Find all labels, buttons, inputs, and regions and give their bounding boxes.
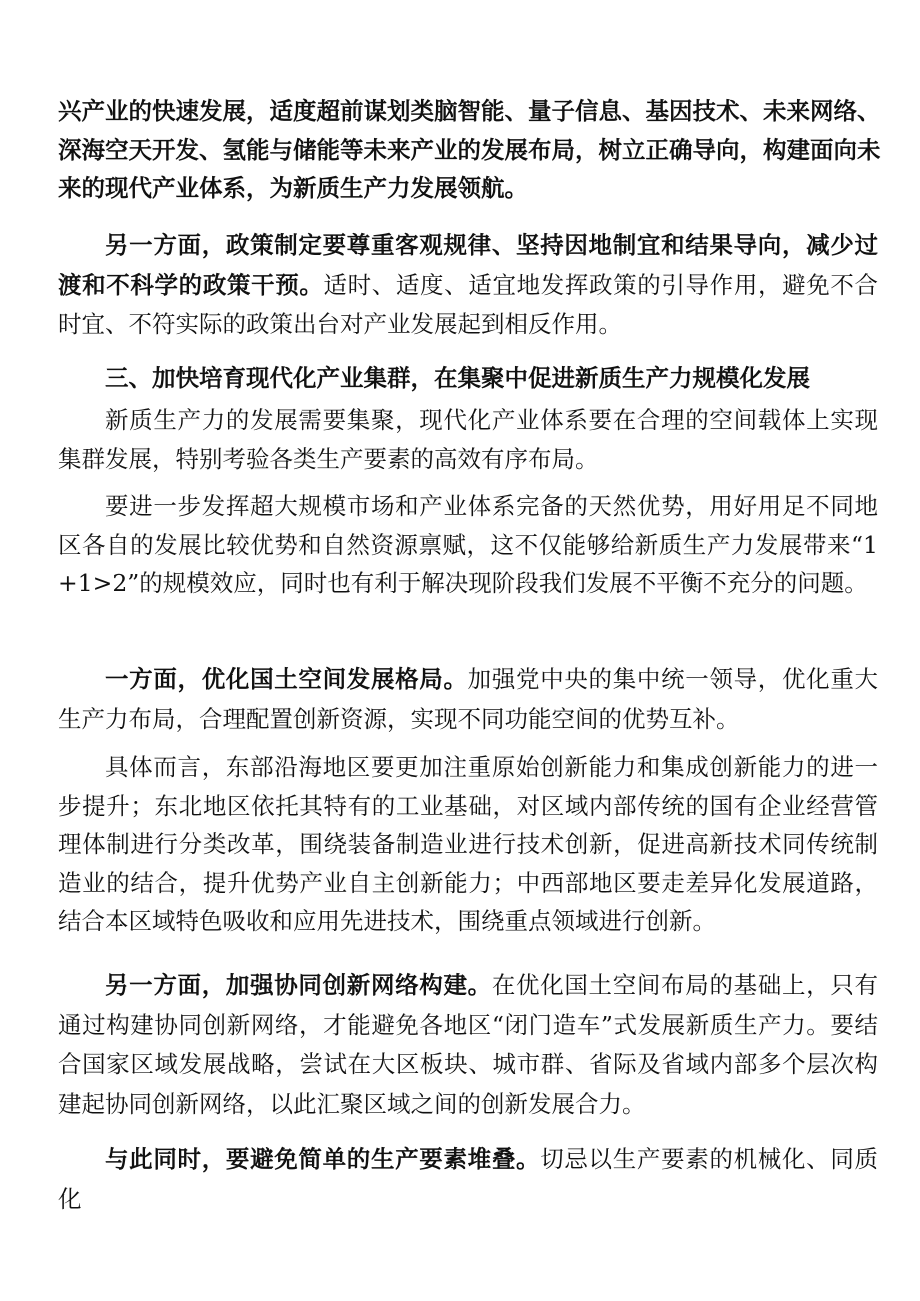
body-text: 切忌以生产要素的机械化、同质化 [58,1145,879,1213]
paragraph-scale-advantages: 要进一步发挥超大规模市场和产业体系完备的天然优势，用好用足不同地区各自的发展比较优势和自然资源禀赋，这不仅能够给新质生产力发展带来“1+1>2”的规模效应，同时也有利于解决现阶段我们发展不平衡不充分的问题。 [58,492,878,597]
body-text: 适时、适度、适宜地发挥政策的引导作用，避免不合时宜、不符实际的政策出台对产业发展起到相反作用。 [58,270,878,338]
text-line: 兴产业的快速发展，适度超前谋划类脑智能、量子信息、基因技术、未来网络、 [58,97,881,125]
section-heading-3: 三、加快培育现代化产业集群，在集聚中促进新质生产力规模化发展 [105,364,810,392]
paragraph-agglomeration: 新质生产力的发展需要集聚，现代化产业体系要在合理的空间载体上实现集群发展，特别考验各类生产要素的高效有序布局。 [58,406,878,473]
paragraph-emerging-industries [58,92,881,208]
bold-lead-text: 另一方面，加强协同创新网络构建。 [105,971,492,999]
bold-lead-text: 另一方面，政策制定要尊重客观规律、坚持因地制宜和结果导向，减少过渡和不科学的政策干预。 [58,231,878,299]
text-line: 深海空天开发、氢能与储能等未来产业的发展布局，树立正确导向，构建面向未 [58,135,881,164]
paragraph-innovation-network [58,966,878,1124]
text-line: 来的现代产业体系，为新质生产力发展领航。 [58,174,528,202]
paragraph-regional-specifics: 具体而言，东部沿海地区要更加注重原始创新能力和集成创新能力的进一步提升；东北地区依托其特有的工业基础，对区域内部传统的国有企业经营管理体制进行分类改革，围绕装备制造业进行技术创新，促进高新技术同传统制造业的结合，提升优势产业自主创新能力；中西部地区要走差异化发展道路，结合本区域特色吸收和应用先进技术，围绕重点领域进行创新。 [58,753,878,935]
body-text: 加强党中央的集中统一领导，优化重大生产力布局，合理配置创新资源，实现不同功能空间的优势互补。 [58,665,879,733]
bold-lead-text: 与此同时，要避免简单的生产要素堆叠。 [105,1145,541,1173]
paragraph-territorial-layout [58,660,878,739]
paragraph-policy [58,226,878,345]
body-text: 在优化国土空间布局的基础上，只有通过构建协同创新网络，才能避免各地区“闭门造车”式发展新质生产力。要结合国家区域发展战略，尝试在大区板块、城市群、省际及省域内部多个层次构建起协同创新网络，以此汇聚区域之间的创新发展合力。 [58,971,879,1118]
paragraph-factor-stacking [58,1140,878,1219]
bold-lead-text: 一方面，优化国土空间发展格局。 [105,665,468,693]
